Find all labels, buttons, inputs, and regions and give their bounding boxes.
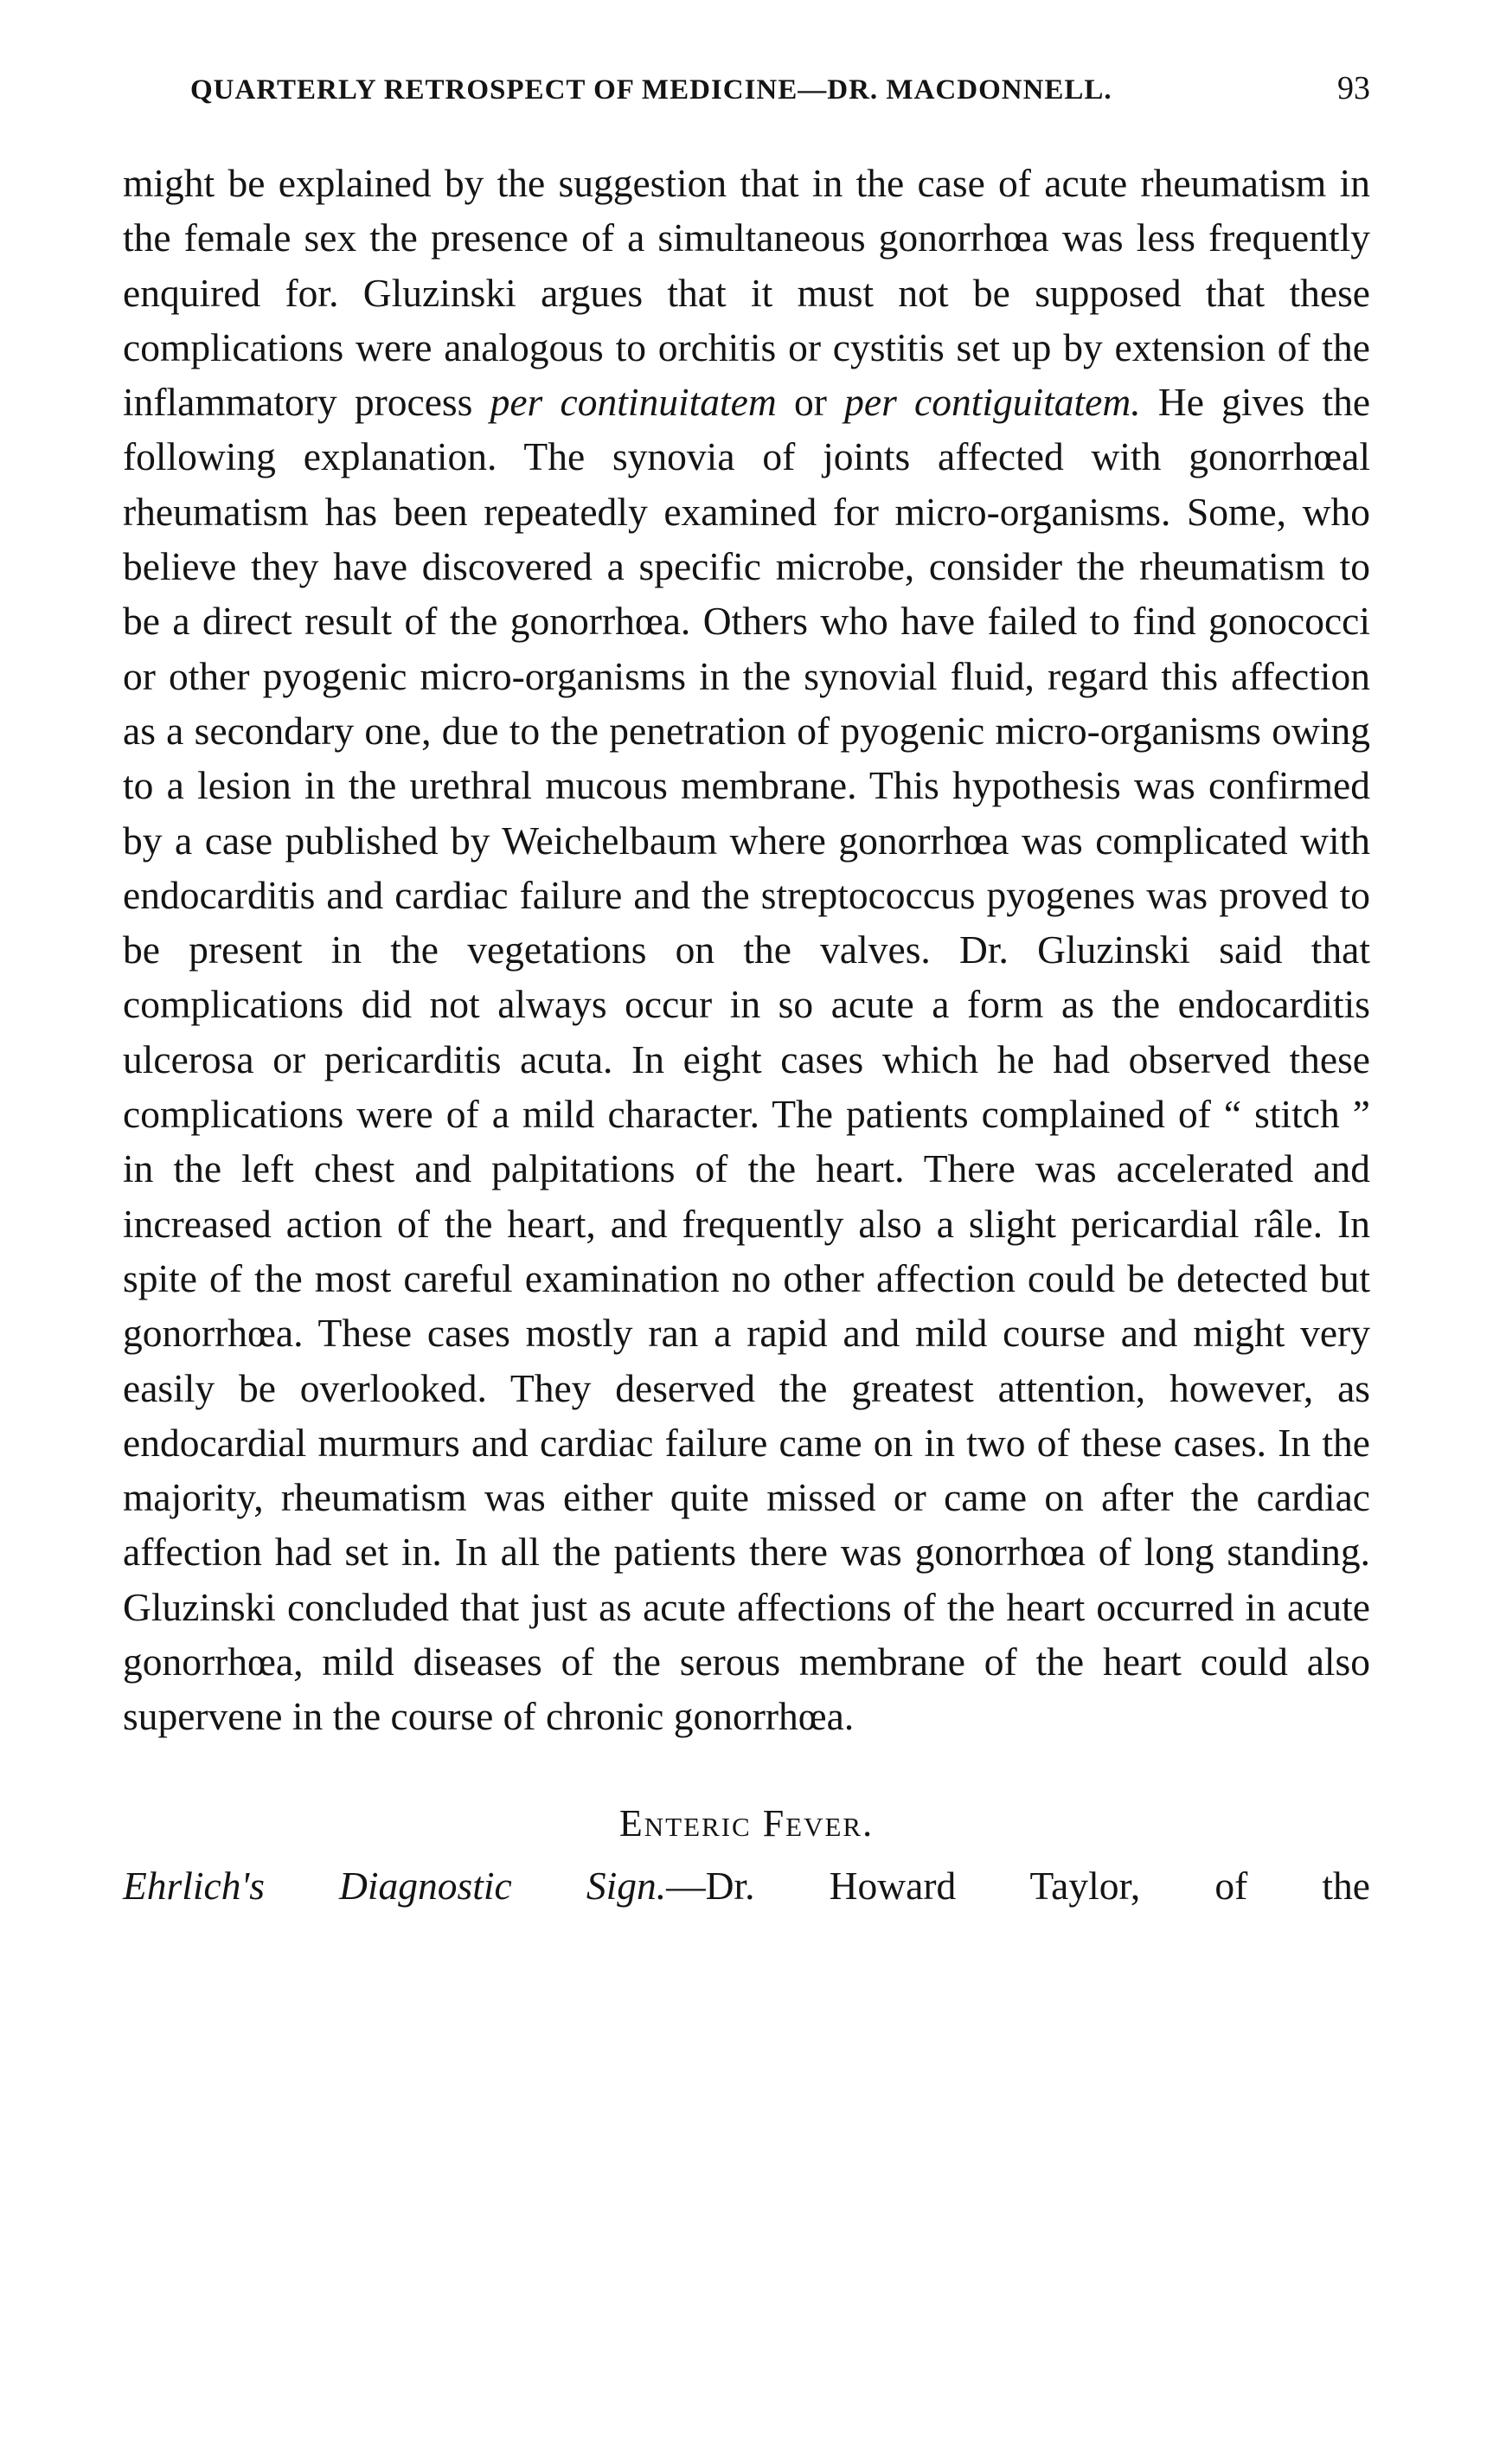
paragraph-text: He gives the following explanation. The synovia of joints affected with gonorrhœal rheumatism has been repeatedly examined for micro-organisms. Some, who believe they have discovered a specific microbe, consider the rheumatism to be a direct result of the gonorrhœa. Others who have failed to find gonococci or other pyogenic micro-organisms in the synovial fluid, regard this affection as a secondary one, due to the penetration of pyogenic micro-organisms owing to a lesion in the urethral mucous membrane. This hypothesis was confirmed by a case published by Weichelbaum where gonorrhœa was complicated with endocarditis and cardiac failure and the streptococcus pyogenes was proved to be present in the vegetations on the valves. Dr. Gluzinski said that complications did not always occur in so acute a form as the endocarditis ulcerosa or pericarditis acuta. In eight cases which he had observed these complications were of a mild character. The patients complained of “ stitch ” in the left chest and palpitations of the heart. There was accelerated and increased action of the heart, and frequently also a slight pericardial râle. In spite of the most careful examination no other affection could be detected but gonorrhœa. These cases mostly ran a rapid and mild course and might very easily be overlooked. They deserved the greatest attention, however, as endocardial murmurs and cardiac failure came on in two of these cases. In the majority, rheumatism was either quite missed or came on after the cardiac affection had set in. In all the patients there was gonorrhœa of long standing. Gluzinski concluded that just as acute affections of the heart occurred in acute gonorrhœa, mild diseases of the serous membrane of the heart could also supervene in the course of chronic gonorrhœa. — [123, 380, 1371, 1739]
latin-phrase: per contiguitatem. — [844, 380, 1141, 425]
page-number: 93 — [1337, 70, 1370, 106]
subsection-line — [123, 1858, 1370, 1913]
paragraph — [123, 156, 1370, 1744]
section-heading: Enteric Fever. — [618, 1801, 875, 1845]
body-text — [123, 156, 1370, 1744]
latin-phrase: per continuitatem — [490, 380, 777, 425]
subsection-title: Ehrlich's Diagnostic Sign. — [123, 1863, 667, 1908]
document-page — [123, 69, 1370, 1913]
paragraph-text: might be explained by the suggestion that in the case of acute rheumatism in the female sex the presence of a simultaneous gonorrhœa was less frequently enquired for. Gluzinski argues that it must not be supposed that these complications were analogous to orchitis or cystitis set up by extension of the inflammatory process — [123, 161, 1370, 425]
running-title: QUARTERLY RETROSPECT OF MEDICINE—DR. MACDONNELL. — [190, 74, 1112, 106]
subsection-text: —Dr. Howard Taylor, of the — [666, 1863, 1370, 1908]
running-header — [190, 69, 1370, 121]
paragraph-text: or — [776, 380, 845, 425]
